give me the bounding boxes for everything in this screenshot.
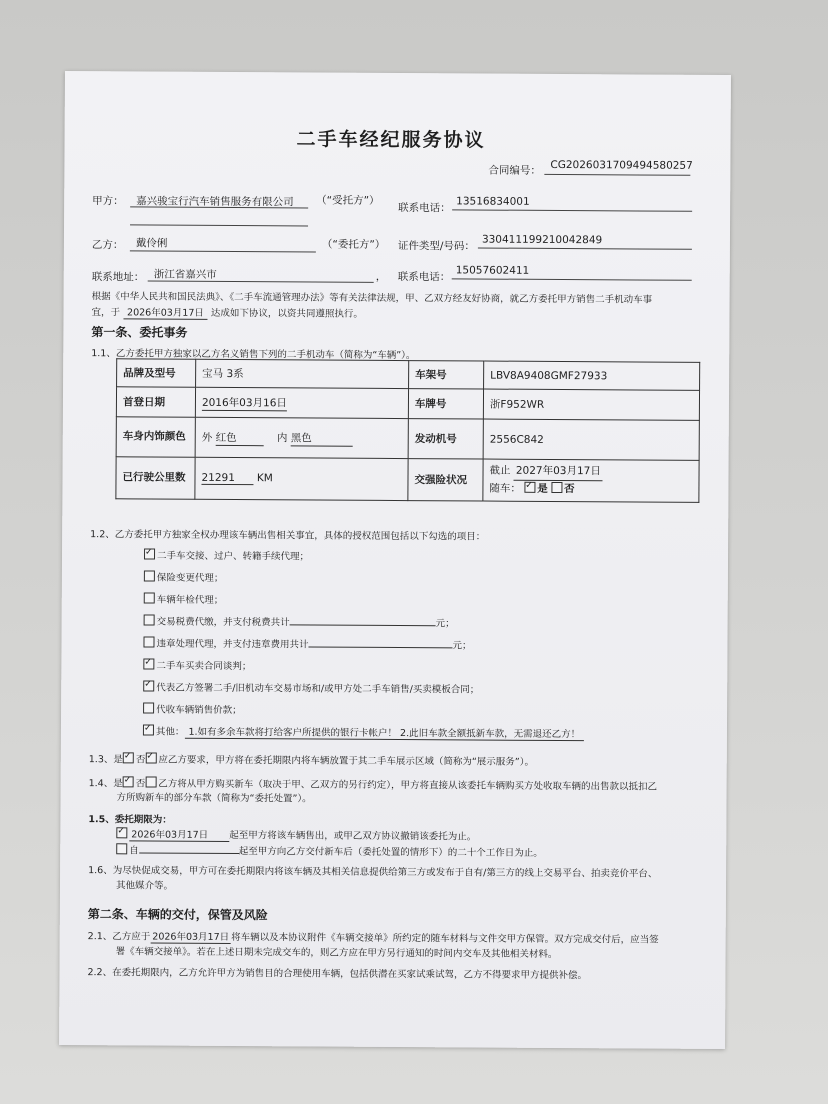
plate-value: 浙F952WR: [483, 389, 699, 420]
option-9-label: 其他：: [155, 726, 185, 738]
clause-1-6: 1.6、为尽快促成交易，甲方可在委托期限内将该车辆及其相关信息提供给第三方或发布于自有/第三方的线上交易平台、拍卖竞价平台、: [88, 865, 658, 880]
party-b-phone: 15057602411: [455, 264, 530, 277]
clause-2-1-text: 将车辆以及本协议附件《车辆交接单》所约定的随车材料与文件交甲方保管。双方完成交付后，应当签: [231, 932, 659, 946]
preamble-prefix: 宜，于: [91, 307, 121, 319]
preamble-date: 2026年03月17日: [123, 304, 208, 320]
term-option-2-checkbox[interactable]: [116, 843, 127, 854]
registration-label: 首登日期: [116, 387, 195, 417]
term-option-1-text: 起至甲方将该车辆售出，或甲乙双方协议撤销该委托为止。: [229, 829, 477, 843]
clause-2-2: 2.2、在委托期限内，乙方允许甲方为销售目的合理使用车辆，包括供潜在买家试乘试驾，乙方不得要求甲方提供补偿。: [87, 967, 588, 982]
option-8-checkbox[interactable]: [143, 702, 154, 713]
contract-number-underline: [544, 174, 690, 176]
option-3-label: 车辆年检代理；: [156, 594, 224, 606]
party-b-id-underline: [478, 248, 692, 250]
violation-amount-blank[interactable]: [308, 646, 452, 648]
clause-1-4-no-label: 否: [135, 778, 146, 790]
option-6-label: 二手车买卖合同谈判；: [156, 660, 252, 673]
party-a-phone-label: 联系电话：: [398, 202, 451, 215]
clause-1-5: 1.5、委托期限为：: [88, 814, 172, 826]
party-b-address: 浙江省嘉兴市: [153, 268, 217, 281]
party-a-underline-2: [130, 224, 308, 226]
option-1-checkbox[interactable]: [144, 548, 155, 559]
vin-label: 车架号: [409, 361, 484, 389]
option-2-label: 保险变更代理；: [156, 572, 224, 584]
mileage-value: 21291: [201, 472, 253, 485]
contract-paper: [59, 71, 731, 1049]
option-6: [143, 657, 251, 672]
clause-1-1: 1.1、乙方委托甲方独家以乙方名义销售下列的二手机动车（简称为“车辆”）。: [91, 348, 416, 362]
party-b-name-underline: [130, 250, 316, 252]
table-row: [116, 387, 699, 421]
clause-1-3-yes-checkbox[interactable]: [123, 752, 134, 763]
exterior-color: 红色: [216, 429, 264, 445]
insurance-cell: [483, 459, 699, 502]
clause-1-3-yes-label: 1.3、是: [88, 754, 123, 766]
insurance-with-label: 随车：: [489, 482, 521, 495]
option-5-unit: 元；: [452, 640, 472, 652]
interior-color: 黑色: [291, 430, 353, 446]
party-b-id-number: 330411199210042849: [481, 233, 603, 247]
term-option-2: [116, 842, 543, 859]
term-option-1: [116, 826, 476, 843]
clause-1-3-no-label: 否: [135, 754, 146, 766]
brand-value: 宝马 3系: [196, 359, 409, 388]
option-2-checkbox[interactable]: [144, 570, 155, 581]
option-4-checkbox[interactable]: [144, 614, 155, 625]
clause-1-6-cont: 其他媒介等。: [115, 880, 174, 892]
option-2: [144, 569, 224, 583]
mileage-cell: [195, 457, 408, 500]
option-9-checkbox[interactable]: [143, 724, 154, 735]
party-b-address-label: 联系地址：: [91, 271, 145, 284]
party-b-address-underline: [148, 280, 374, 282]
preamble-line-2: [91, 304, 363, 321]
insurance-date: 2027年03月17日: [514, 463, 603, 482]
option-5-checkbox[interactable]: [143, 636, 154, 647]
option-8-label: 代收车辆销售价款；: [156, 704, 242, 717]
option-3-checkbox[interactable]: [144, 592, 155, 603]
party-b-phone-underline: [452, 278, 692, 280]
option-7: [143, 679, 479, 695]
option-6-checkbox[interactable]: [143, 658, 154, 669]
mileage-label: 已行驶公里数: [116, 457, 195, 499]
section-1-heading: 第一条、委托事务: [91, 325, 188, 340]
insurance-expiry-line: [489, 463, 692, 482]
party-a-name: 嘉兴骏宝行汽车销售服务有限公司: [136, 195, 294, 209]
vehicle-info-table: [115, 358, 700, 503]
insurance-yes-label: 是: [537, 482, 548, 495]
term-start-date: 2026年03月17日: [129, 826, 229, 842]
clause-1-4-text: 乙方将从甲方购买新车（取决于甲、乙双方的另行约定），甲方将直接从该委托车辆购买方处收取车辆的出售款以抵扣乙: [158, 778, 658, 793]
engine-value: 2556C842: [483, 419, 699, 460]
option-4-label: 交易税费代缴，并支付税费共计: [156, 616, 290, 629]
document-title: 二手车经纪服务协议: [296, 128, 486, 152]
registration-cell: [195, 387, 408, 418]
insurance-onboard-line: [489, 481, 692, 499]
clause-1-3-no-checkbox[interactable]: [145, 752, 156, 763]
option-9: [143, 723, 584, 741]
vin-value: LBV8A9408GMF27933: [484, 361, 700, 390]
party-a-phone-underline: [452, 209, 692, 211]
clause-1-2: 1.2、乙方委托甲方独家全权办理该车辆出售相关事宜，具体的授权范围包括以下勾选的项目：: [90, 529, 486, 543]
term-option-2-text: 起至甲方向乙方交付新车后（委托处置的情形下）的二十个工作日为止。: [238, 846, 543, 859]
clause-1-4-no-checkbox[interactable]: [145, 776, 156, 787]
option-4: [144, 613, 455, 629]
term-2-date-blank[interactable]: [139, 852, 239, 854]
party-a-phone: 13516834001: [456, 195, 530, 208]
option-3: [144, 591, 224, 605]
option-8: [143, 701, 242, 716]
tax-amount-blank[interactable]: [290, 624, 436, 626]
party-a-label: 甲方：: [92, 195, 124, 208]
color-cell: [195, 417, 408, 458]
contract-number: CG2026031709494580257: [550, 158, 693, 172]
clause-2-1-prefix: 2.1、乙方应于: [87, 931, 151, 943]
term-option-1-checkbox[interactable]: [116, 827, 127, 838]
exterior-label: 外: [201, 431, 213, 444]
preamble-line-1: 根据《中华人民共和国民法典》、《二手车流通管理办法》等有关法律法规，甲、乙双方经友好协商，就乙方委托甲方销售二手机动车事: [91, 291, 653, 306]
insurance-yes-checkbox[interactable]: [524, 482, 535, 493]
option-9-other-text: 1.如有多余车款将打给客户所提供的银行卡帐户！ 2.此旧车款全额抵新车款，无需退还乙方！: [184, 724, 584, 741]
party-b-id-label: 证件类型/号码：: [397, 240, 476, 253]
color-label: 车身内饰颜色: [116, 417, 195, 457]
clause-2-1-cont: 署《车辆交接单》。若在上述日期未完成交车的，则乙方应在甲方另行通知的时间内交车及其他相关材料。: [115, 946, 558, 960]
option-1-label: 二手车交接、过户、转籍手续代理；: [156, 550, 310, 563]
registration-value: 2016年03月16日: [201, 396, 287, 409]
insurance-no-label: 否: [564, 483, 575, 496]
clause-2-1-date: 2026年03月17日: [150, 929, 231, 944]
option-5: [143, 635, 471, 651]
clause-1-4-cont: 方所购新车的部分车款（简称为“委托处置”）。: [116, 792, 312, 805]
table-row: [116, 417, 699, 461]
preamble-suffix: 达成如下协议，以资共同遵照执行。: [210, 307, 363, 320]
clause-1-3: [89, 751, 534, 768]
option-1: [144, 547, 309, 562]
insurance-label: 交强险状况: [408, 459, 483, 501]
party-b-label: 乙方：: [91, 239, 124, 252]
clause-1-4-yes-checkbox[interactable]: [123, 776, 134, 787]
clause-1-3-text: 应乙方要求，甲方将在委托期限内将车辆放置于其二手车展示区域（简称为“展示服务”）。: [158, 754, 535, 768]
party-b-phone-label: 联系电话：: [397, 271, 451, 284]
mileage-unit: KM: [256, 472, 273, 485]
section-2-heading: 第二条、车辆的交付，保管及风险: [87, 907, 268, 923]
table-row: [116, 457, 699, 503]
option-5-label: 违章处理代理，并支付违章费用共计: [156, 638, 309, 651]
brand-label: 品牌及型号: [117, 359, 196, 387]
insurance-no-checkbox[interactable]: [551, 482, 562, 493]
option-7-checkbox[interactable]: [143, 680, 154, 691]
plate-label: 车牌号: [408, 389, 483, 419]
term-option-2-prefix: 自: [129, 845, 139, 857]
clause-1-4-yes-label: 1.4、是: [88, 778, 123, 790]
option-4-unit: 元；: [435, 618, 455, 630]
engine-label: 发动机号: [408, 419, 483, 459]
party-b-role: （“委托方”）: [321, 238, 386, 251]
option-7-label: 代表乙方签署二手/旧机动车交易市场和/或甲方处二手车销售/买卖模板合同；: [156, 682, 480, 696]
address-comma: ，: [375, 270, 387, 283]
party-a-role: （“受托方”）: [316, 194, 380, 207]
party-b-name: 戴伶俐: [135, 237, 168, 250]
interior-label: 内: [276, 431, 288, 444]
table-row: [117, 359, 700, 391]
contract-number-label: 合同编号：: [488, 164, 541, 177]
insurance-prefix: 截止: [489, 464, 511, 477]
